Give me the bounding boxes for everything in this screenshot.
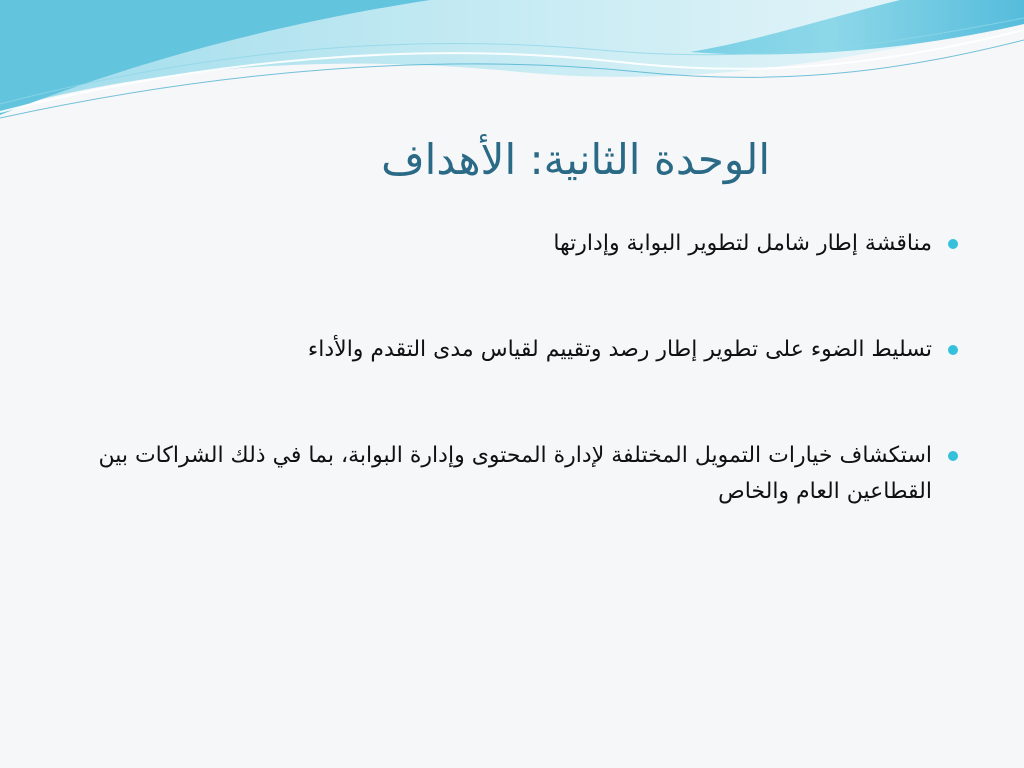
bullet-item [70,226,960,262]
bullet-list [70,226,960,510]
bullet-item [70,438,960,510]
bullet-text: استكشاف خيارات التمويل المختلفة لإدارة المحتوى وإدارة البوابة، بما في ذلك الشراكات بين القطاعين العام والخاص [98,443,932,504]
slide-title: الوحدة الثانية: الأهداف [381,135,770,184]
bullet-dot-icon [948,239,958,249]
bullet-item [70,332,960,368]
bullet-dot-icon [948,345,958,355]
bullet-text: تسليط الضوء على تطوير إطار رصد وتقييم لقياس مدى التقدم والأداء [307,337,932,362]
header-wave-decoration [0,0,1024,140]
bullet-text: مناقشة إطار شامل لتطوير البوابة وإدارتها [553,231,932,256]
bullet-dot-icon [948,451,958,461]
